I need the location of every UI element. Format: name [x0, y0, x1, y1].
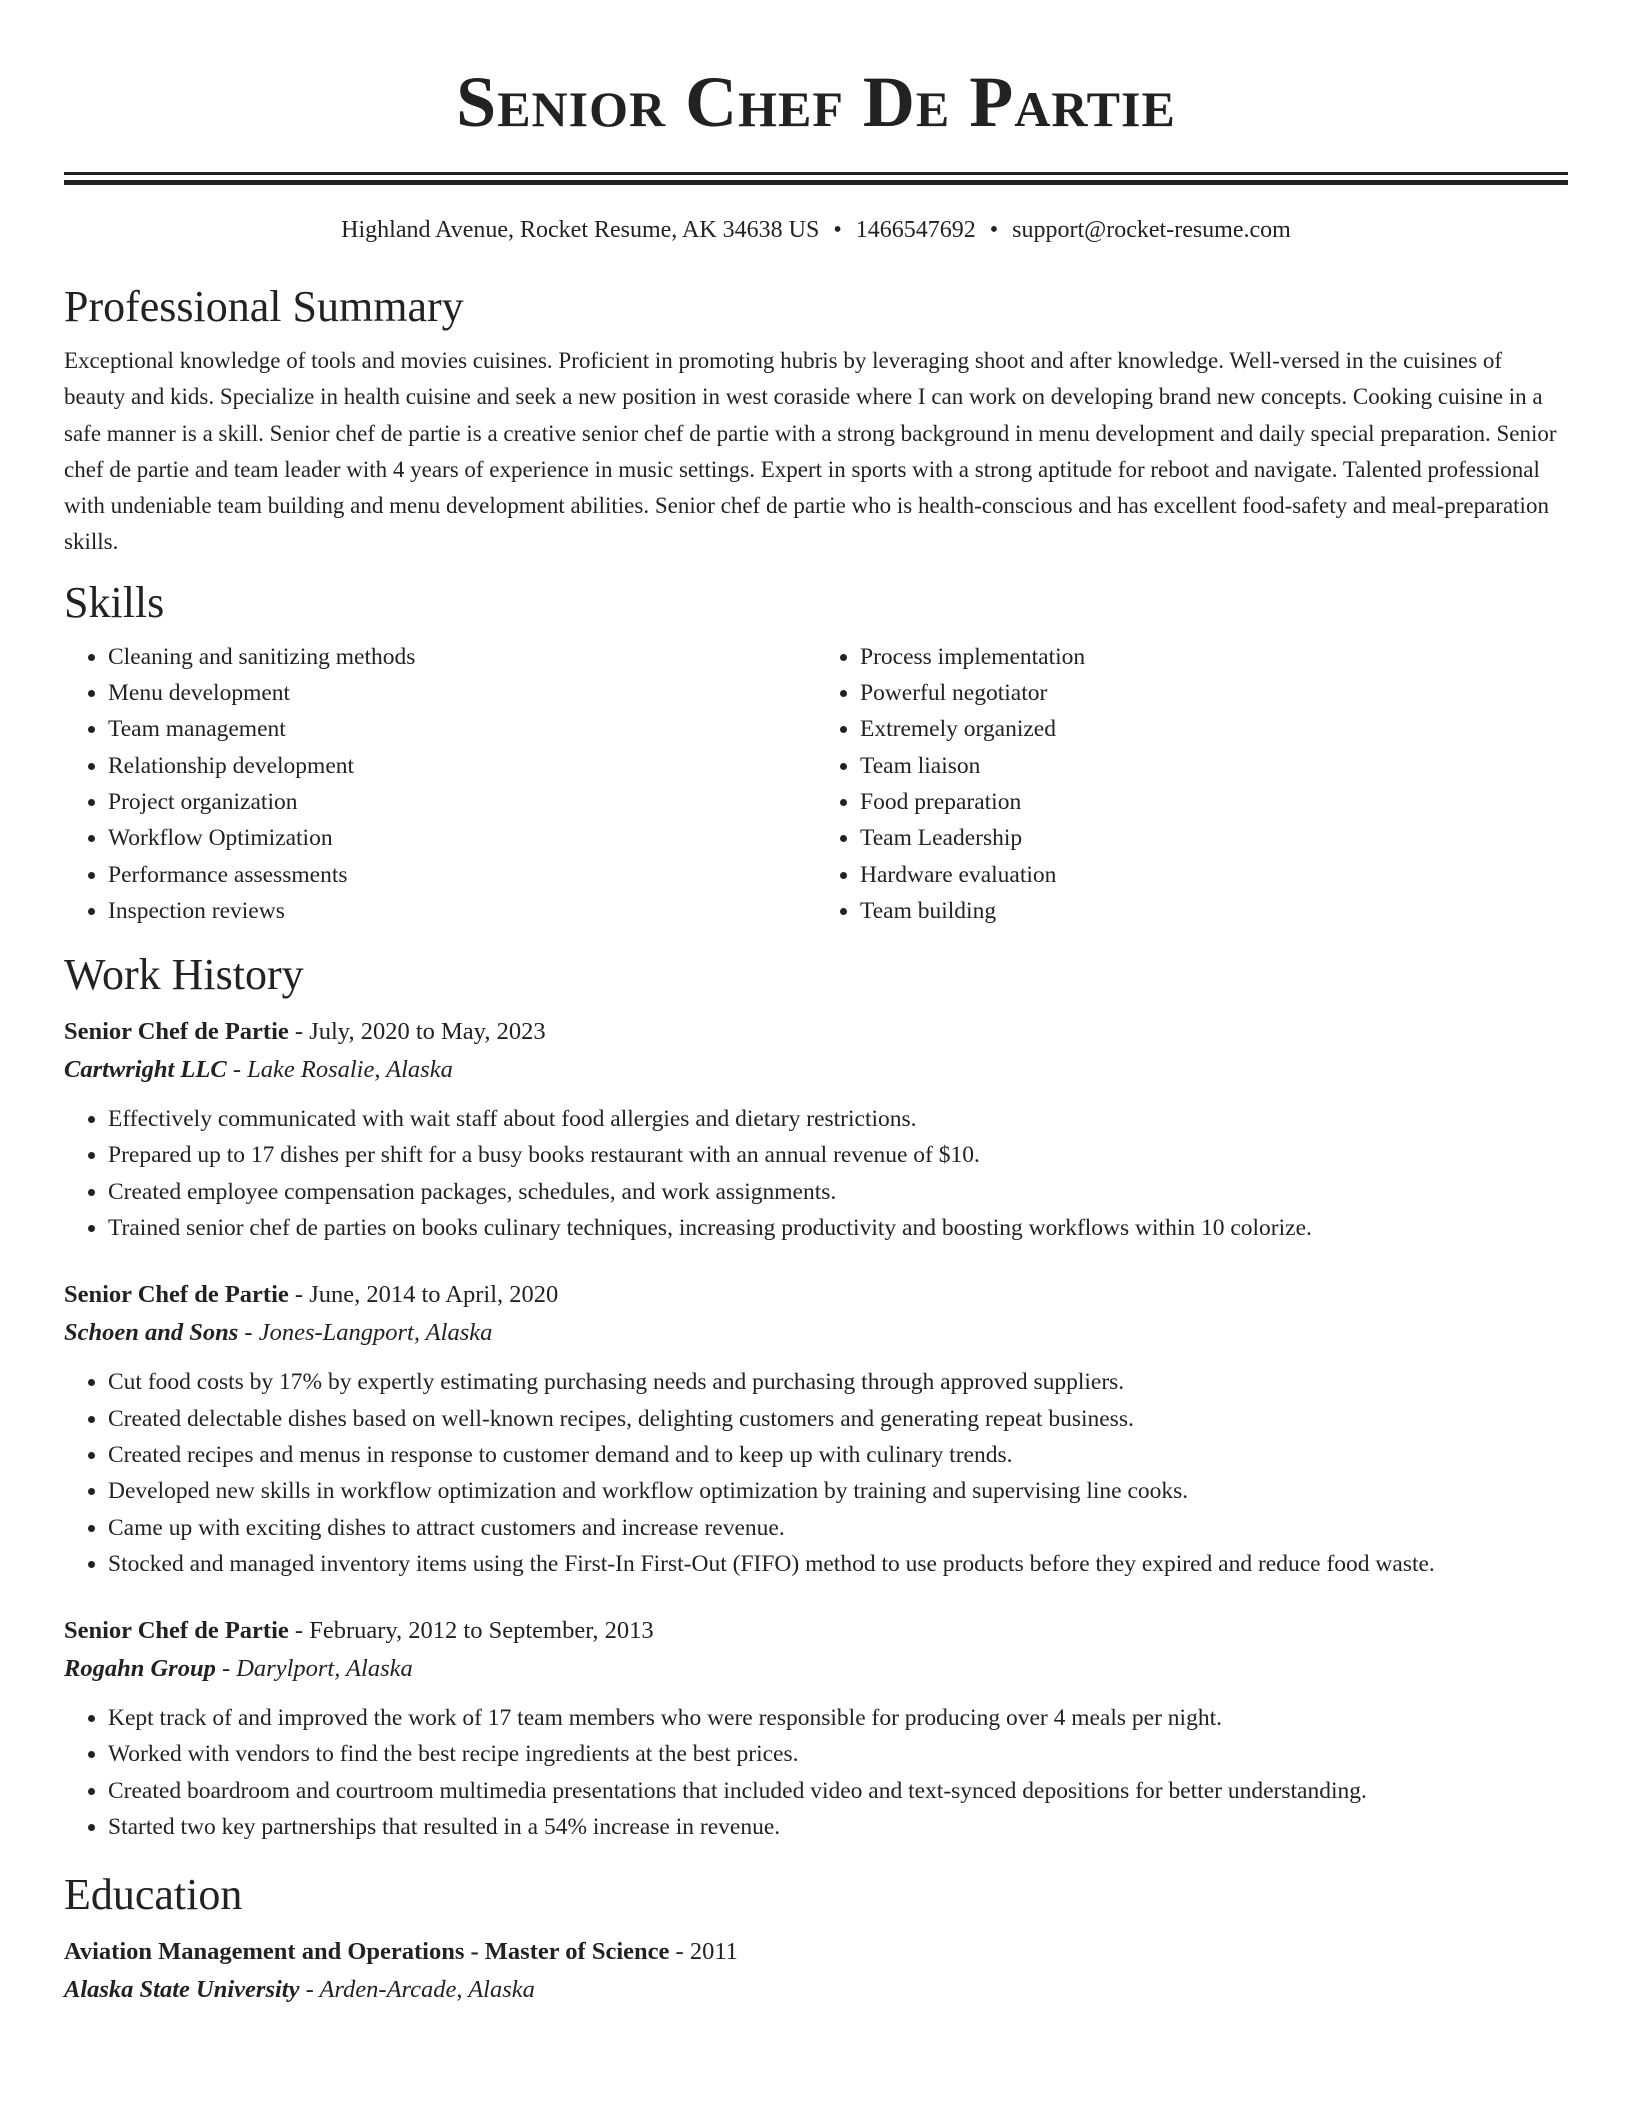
- job-company-line: [64, 1051, 1568, 1089]
- contact-line: [64, 215, 1568, 245]
- job-bullets: [64, 1101, 1568, 1246]
- skill-item: • Cleaning and sanitizing methods: [108, 639, 816, 675]
- education-year: - 2011: [669, 1938, 738, 1966]
- job-bullet: • Prepared up to 17 dishes per shift for a busy books restaurant with an annual revenue of $10.: [108, 1137, 1568, 1173]
- job-dates: - July, 2020 to May, 2023: [288, 1018, 546, 1046]
- education-degree-line: [64, 1933, 1568, 1971]
- job-company: Schoen and Sons: [64, 1319, 239, 1347]
- skill-item: • Food preparation: [860, 784, 1568, 820]
- title-divider: [64, 172, 1568, 185]
- job-location: - Jones-Langport, Alaska: [238, 1319, 493, 1347]
- job-bullet: • Came up with exciting dishes to attract customers and increase revenue.: [108, 1510, 1568, 1546]
- job-entry: [64, 1013, 1568, 1246]
- skill-item: • Performance assessments: [108, 857, 816, 893]
- summary-heading: Professional Summary: [64, 282, 464, 331]
- job-bullet: • Stocked and managed inventory items using the First-In First-Out (FIFO) method to use products before they expired and reduce food waste.: [108, 1546, 1568, 1582]
- job-title: Senior Chef de Partie: [64, 1018, 289, 1046]
- resume-title: Senior Chef De Partie: [456, 62, 1176, 142]
- job-bullet: • Kept track of and improved the work of 17 team members who were responsible for producing over 4 meals per night.: [108, 1700, 1568, 1736]
- skill-item: • Menu development: [108, 675, 816, 711]
- contact-phone: 1466547692: [855, 217, 976, 243]
- education-degree: Aviation Management and Operations - Master of Science: [64, 1938, 670, 1966]
- skill-item: • Extremely organized: [860, 711, 1568, 747]
- job-location: - Darylport, Alaska: [215, 1655, 413, 1683]
- job-company: Rogahn Group: [64, 1655, 216, 1683]
- skill-item: • Team building: [860, 893, 1568, 929]
- job-role-line: [64, 1276, 1568, 1314]
- skills-heading: Skills: [64, 577, 165, 627]
- education-heading: Education: [64, 1870, 243, 1920]
- skill-item: • Relationship development: [108, 748, 816, 784]
- skills-column-right: [816, 639, 1568, 929]
- job-bullet: • Created employee compensation packages, schedules, and work assignments.: [108, 1174, 1568, 1210]
- skills-column-left: [64, 639, 816, 929]
- job-bullet: • Started two key partnerships that resulted in a 54% increase in revenue.: [108, 1809, 1568, 1845]
- skill-item: • Workflow Optimization: [108, 820, 816, 856]
- job-bullets: [64, 1700, 1568, 1845]
- job-entry: [64, 1276, 1568, 1582]
- contact-email: support@rocket-resume.com: [1012, 217, 1291, 243]
- job-company-line: [64, 1314, 1568, 1352]
- job-bullet: • Worked with vendors to find the best recipe ingredients at the best prices.: [108, 1736, 1568, 1772]
- job-company-line: [64, 1650, 1568, 1688]
- job-company: Cartwright LLC: [64, 1056, 227, 1084]
- contact-separator: •: [989, 217, 999, 243]
- job-bullet: • Created delectable dishes based on well-known recipes, delighting customers and generating repeat business.: [108, 1401, 1568, 1437]
- job-bullet: • Developed new skills in workflow optimization and workflow optimization by training and supervising line cooks.: [108, 1473, 1568, 1509]
- job-title: Senior Chef de Partie: [64, 1617, 289, 1645]
- education-location: - Arden-Arcade, Alaska: [299, 1976, 535, 2004]
- skill-item: • Inspection reviews: [108, 893, 816, 929]
- job-dates: - February, 2012 to September, 2013: [288, 1617, 654, 1645]
- summary-text: Exceptional knowledge of tools and movies cuisines. Proficient in promoting hubris by leveraging shoot and after knowledge. Well-versed in the cuisines of beauty and kids. Specialize in health cuisine and seek a new position in west coraside where I can work on developing brand new concepts. Cooking cuisine in a safe manner is a skill. Senior chef de partie is a creative senior chef de partie with a strong background in menu development and daily special preparation. Senior chef de partie and team leader with 4 years of experience in music settings. Expert in sports with a strong aptitude for reboot and navigate. Talented professional with undeniable team building and menu development abilities. Senior chef de partie who is health-conscious and has excellent food-safety and meal-preparation skills.: [64, 348, 1557, 555]
- job-location: - Lake Rosalie, Alaska: [226, 1056, 453, 1084]
- job-dates: - June, 2014 to April, 2020: [288, 1281, 559, 1309]
- skill-item: • Hardware evaluation: [860, 857, 1568, 893]
- skill-item: • Powerful negotiator: [860, 675, 1568, 711]
- job-bullet: • Created boardroom and courtroom multimedia presentations that included video and text-synced depositions for better understanding.: [108, 1773, 1568, 1809]
- job-role-line: [64, 1013, 1568, 1051]
- contact-separator: •: [833, 217, 842, 243]
- work-history-heading: Work History: [64, 950, 304, 1000]
- job-bullet: • Effectively communicated with wait staff about food allergies and dietary restrictions.: [108, 1101, 1568, 1137]
- job-entry: [64, 1612, 1568, 1845]
- skill-item: • Process implementation: [860, 639, 1568, 675]
- job-bullet: • Cut food costs by 17% by expertly estimating purchasing needs and purchasing through approved suppliers.: [108, 1364, 1568, 1400]
- skill-item: • Team Leadership: [860, 820, 1568, 856]
- job-bullet: • Created recipes and menus in response to customer demand and to keep up with culinary trends.: [108, 1437, 1568, 1473]
- education-school-line: [64, 1971, 1568, 2009]
- job-bullet: • Trained senior chef de parties on books culinary techniques, increasing productivity and boosting workflows within 10 colorize.: [108, 1210, 1568, 1246]
- education-school: Alaska State University: [64, 1976, 300, 2004]
- skill-item: • Project organization: [108, 784, 816, 820]
- job-bullets: [64, 1364, 1568, 1582]
- skill-item: • Team liaison: [860, 748, 1568, 784]
- job-title: Senior Chef de Partie: [64, 1281, 289, 1309]
- job-role-line: [64, 1612, 1568, 1650]
- skill-item: • Team management: [108, 711, 816, 747]
- contact-address: Highland Avenue, Rocket Resume, AK 34638 US: [341, 217, 820, 243]
- skills-list: [64, 639, 1568, 929]
- education-entry: [64, 1933, 1568, 2009]
